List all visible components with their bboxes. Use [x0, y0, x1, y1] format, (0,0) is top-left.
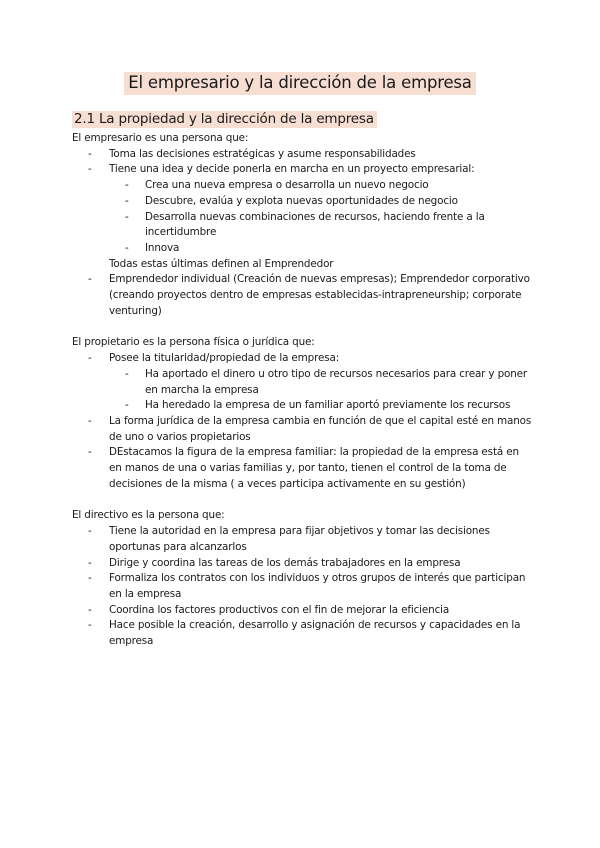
- empresario-intro: El empresario es una persona que:: [72, 132, 249, 144]
- list-item: - Toma las decisiones estratégicas y asume responsabilidades: [72, 147, 532, 163]
- list-item: - Tiene la autoridad en la empresa para fijar objetivos y tomar las decisiones oportunas para alcanzarlos: [72, 524, 532, 555]
- title-container: [0, 72, 600, 95]
- list-item: - DEstacamos la figura de la empresa familiar: la propiedad de la empresa está en en manos de una o varias familias y, por tanto, tienen el control de la toma de decisiones de la misma ( a veces participa activamente en su gestión): [72, 445, 532, 492]
- propietario-sublist: [109, 367, 532, 414]
- list-item-text: Tiene una idea y decide ponerla en marcha en un proyecto empresarial:: [109, 163, 475, 176]
- sublist-item: - Descubre, evalúa y explota nuevas oportunidades de negocio: [109, 194, 532, 210]
- list-item: - Hace posible la creación, desarrollo y asignación de recursos y capacidades en la empresa: [72, 618, 532, 649]
- emprendedor-note: Todas estas últimas definen al Emprendedor: [109, 257, 334, 270]
- propietario-intro: El propietario es la persona física o jurídica que:: [72, 336, 315, 349]
- list-item-text: Posee la titularidad/propiedad de la empresa:: [109, 352, 340, 365]
- list-item: - Coordina los factores productivos con el fin de mejorar la eficiencia: [72, 603, 532, 619]
- page-title: El empresario y la dirección de la empresa: [124, 72, 475, 95]
- list-item: - La forma jurídica de la empresa cambia en función de que el capital esté en manos de uno o varios propietarios: [72, 414, 532, 445]
- sublist-item: - Innova: [109, 241, 532, 257]
- document-body: [72, 131, 532, 650]
- list-item: - Formaliza los contratos con los individuos y otros grupos de interés que participan en la empresa: [72, 571, 532, 602]
- empresario-list-continued: [72, 272, 532, 319]
- list-item: - Emprendedor individual (Creación de nuevas empresas); Emprendedor corporativo (creando proyectos dentro de empresas establecidas-intrapreneurship; corporate venturing): [72, 272, 532, 319]
- directivo-intro: El directivo es la persona que:: [72, 509, 225, 522]
- sublist-item: - Ha aportado el dinero u otro tipo de recursos necesarios para crear y poner en marcha la empresa: [109, 367, 532, 398]
- sublist-item: - Desarrolla nuevas combinaciones de recursos, haciendo frente a la incertidumbre: [109, 210, 532, 241]
- list-item: [72, 162, 532, 256]
- sublist-item: - Ha heredado la empresa de un familiar aportó previamente los recursos: [109, 398, 532, 414]
- sublist-item: - Crea una nueva empresa o desarrolla un nuevo negocio: [109, 178, 532, 194]
- empresario-sublist: [109, 178, 532, 257]
- directivo-list: [72, 524, 532, 650]
- propietario-list: [72, 351, 532, 492]
- empresario-list: [72, 147, 532, 257]
- list-item: - Dirige y coordina las tareas de los demás trabajadores en la empresa: [72, 556, 532, 572]
- list-item: [72, 351, 532, 414]
- section-heading: 2.1 La propiedad y la dirección de la empresa: [72, 111, 377, 128]
